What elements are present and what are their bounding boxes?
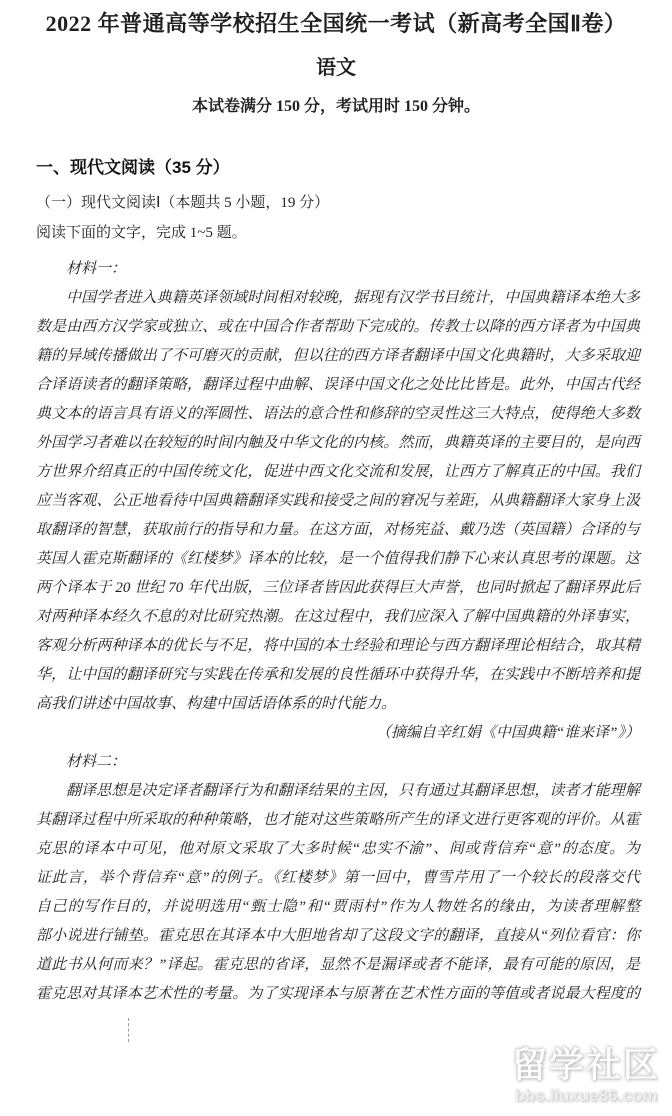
paragraph-line: 中国学者进入典籍英译领域时间相对较晚，据现有汉学书目统计，中国典籍译本绝大多 bbox=[66, 290, 640, 306]
paragraph-line: 客观分析两种译本的优长与不足，将中国的本土经验和理论与西方翻译理论相结合，取其精 bbox=[36, 638, 640, 654]
paragraph-line: 华，让中国的翻译研究与实践在传承和发展的良性循环中获得升华，在实践中不断培养和提 bbox=[36, 667, 640, 683]
section-heading: 一、现代文阅读（35 分） bbox=[36, 158, 230, 177]
section-subheading: （一）现代文阅读Ⅰ（本题共 5 小题，19 分） bbox=[36, 195, 330, 211]
material-one bbox=[36, 255, 640, 748]
paragraph-line: 外国学习者难以在较短的时间内触及中华文化的内核。然而，典籍英译的主要目的，是向西 bbox=[36, 435, 640, 451]
exam-info-line: 本试卷满分 150 分，考试用时 150 分钟。 bbox=[191, 98, 480, 115]
paragraph-line: 典文本的语言具有语义的浑圆性、语法的意合性和修辞的空灵性这三大特点，使得绝大多数 bbox=[36, 406, 640, 422]
paragraph-line: 两个译本于 20 世纪 70 年代出版，三位译者皆因此获得巨大声誉，也同时掀起了翻译界此后 bbox=[36, 580, 640, 596]
watermark-url-text: bbs.liuxue86.com bbox=[514, 1086, 658, 1105]
paragraph-line: 应当客观、公正地看待中国典籍翻译实践和接受之间的窘况与差距，从典籍翻译大家身上汲 bbox=[36, 493, 640, 509]
material-one-paragraph bbox=[36, 284, 640, 719]
watermark-logo-text: 留学社区 bbox=[511, 1046, 660, 1085]
exam-title: 2022 年普通高等学校招生全国统一考试（新高考全国Ⅱ卷） bbox=[45, 11, 627, 36]
paragraph-line: 籍的异域传播做出了不可磨灭的贡献，但以往的西方译者翻译中国文化典籍时，大多采取迎 bbox=[36, 348, 640, 364]
watermark bbox=[512, 1038, 660, 1106]
document-body bbox=[36, 156, 640, 1009]
material-two-label: 材料二： bbox=[66, 754, 127, 770]
paragraph-line: 对两种译本经久不息的对比研究热潮。在这过程中，我们应深入了解中国典籍的外译事实， bbox=[36, 609, 640, 625]
paragraph-line: 其翻译过程中所采取的种种策略，也才能对这些策略所产生的译文进行更客观的评价。从霍 bbox=[36, 812, 640, 828]
paragraph-line: 高我们讲述中国故事、构建中国话语体系的时代能力。 bbox=[36, 696, 397, 712]
paragraph-line: 部小说进行铺垫。霍克思在其译本中大胆地省却了这段文字的翻译，直接从“列位看官：你 bbox=[36, 928, 640, 944]
paragraph-line: 霍克思对其译本艺术性的考量。为了实现译本与原著在艺术性方面的等值或者说最大程度的 bbox=[36, 986, 640, 1002]
paragraph-line: 证此言，举个背信弃“意”的例子。《红楼梦》第一回中，曹雪芹用了一个较长的段落交代 bbox=[36, 870, 640, 886]
paragraph-line: 英国人霍克斯翻译的《红楼梦》译本的比较，是一个值得我们静下心来认真思考的课题。这 bbox=[36, 551, 640, 567]
material-one-label: 材料一： bbox=[66, 261, 127, 277]
paragraph-line: 方世界介绍真正的中国传统文化，促进中西文化交流和发展，让西方了解真正的中国。我们 bbox=[36, 464, 640, 480]
reading-instruction: 阅读下面的文字，完成 1~5 题。 bbox=[36, 225, 247, 241]
text-cursor bbox=[128, 1018, 129, 1042]
paragraph-line: 数是由西方汉学家或独立、或在中国合作者帮助下完成的。传教士以降的西方译者为中国典 bbox=[36, 319, 640, 335]
paragraph-line: 翻译思想是决定译者翻译行为和翻译结果的主因，只有通过其翻译思想，读者才能理解 bbox=[66, 783, 640, 799]
paragraph-line: 自己的写作目的，并说明选用“甄士隐”和“贾雨村”作为人物姓名的缘由，为读者理解整 bbox=[36, 899, 640, 915]
paragraph-line: 克思的译本中可见，他对原文采取了大多时候“忠实不渝”、间或背信弃“意”的态度。为 bbox=[36, 841, 640, 857]
material-one-attribution: （摘编自辛红娟《中国典籍“谁来译”》） bbox=[375, 725, 640, 741]
exam-subject: 语文 bbox=[316, 57, 356, 79]
paragraph-line: 取翻译的智慧，获取前行的指导和力量。在这方面，对杨宪益、戴乃迭（英国籍）合译的与 bbox=[36, 522, 640, 538]
material-two bbox=[36, 748, 640, 1009]
material-two-paragraph bbox=[36, 777, 640, 1009]
paragraph-line: 合译语读者的翻译策略，翻译过程中曲解、误译中国文化之处比比皆是。此外，中国古代经 bbox=[36, 377, 640, 393]
paragraph-line: 道此书从何而来？”译起。霍克思的省译，显然不是漏译或者不能译，最有可能的原因，是 bbox=[36, 957, 640, 973]
